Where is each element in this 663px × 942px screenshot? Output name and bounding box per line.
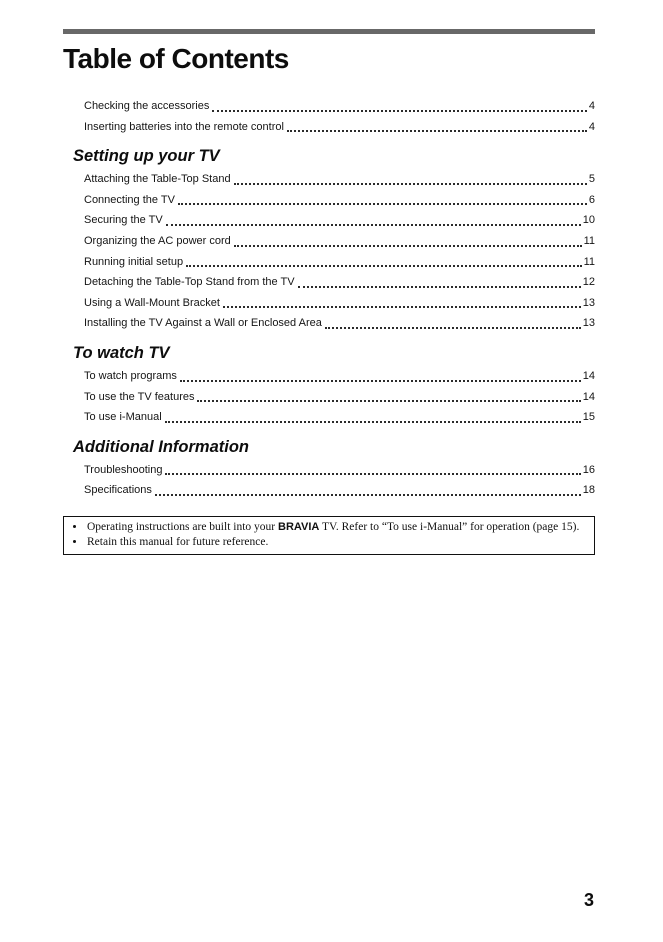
dot-leader bbox=[155, 494, 581, 496]
dot-leader bbox=[298, 286, 581, 288]
toc-entry[interactable] bbox=[84, 252, 595, 273]
toc-entry-label: Running initial setup bbox=[84, 255, 184, 268]
dot-leader bbox=[223, 306, 581, 308]
dot-leader bbox=[325, 327, 581, 329]
section-heading: Additional Information bbox=[73, 437, 249, 456]
note-box bbox=[63, 516, 595, 555]
note-text: TV. Refer to “To use i-Manual” for operation (page 15). bbox=[319, 520, 580, 533]
brand-name: BRAVIA bbox=[278, 520, 320, 533]
dot-leader bbox=[180, 380, 581, 382]
page-title: Table of Contents bbox=[63, 43, 289, 74]
toc-entry[interactable] bbox=[84, 272, 595, 293]
toc-entry-label: Installing the TV Against a Wall or Enclosed Area bbox=[84, 317, 322, 330]
note-text: Operating instructions are built into your bbox=[87, 520, 278, 533]
toc-entry-label: Using a Wall-Mount Bracket bbox=[84, 296, 220, 309]
toc-entry[interactable] bbox=[84, 387, 595, 408]
note-item bbox=[86, 520, 584, 535]
dot-leader bbox=[197, 400, 580, 402]
note-text: Retain this manual for future reference. bbox=[87, 535, 269, 548]
toc-entry-label: Organizing the AC power cord bbox=[84, 234, 231, 247]
toc-entry-label: Securing the TV bbox=[84, 214, 163, 227]
dot-leader bbox=[166, 224, 581, 226]
toc-entry-label: Specifications bbox=[84, 484, 152, 497]
toc-entry-page: 11 bbox=[583, 255, 595, 268]
toc-entry-page: 10 bbox=[582, 214, 595, 227]
toc-entry[interactable] bbox=[84, 293, 595, 314]
dot-leader bbox=[234, 183, 587, 185]
page-number: 3 bbox=[583, 890, 594, 910]
toc-entry-page: 12 bbox=[582, 276, 595, 289]
toc-entry-page: 5 bbox=[588, 173, 595, 186]
toc-entry[interactable] bbox=[84, 231, 595, 252]
dot-leader bbox=[212, 110, 587, 112]
note-list bbox=[74, 520, 584, 549]
dot-leader bbox=[178, 203, 587, 205]
toc-section-intro bbox=[63, 96, 595, 137]
dot-leader bbox=[186, 265, 582, 267]
header-rule bbox=[63, 29, 595, 34]
toc-entry[interactable] bbox=[84, 366, 595, 387]
toc-entry-page: 4 bbox=[588, 120, 595, 133]
toc-entry[interactable] bbox=[84, 96, 595, 117]
section-heading: Setting up your TV bbox=[73, 147, 220, 166]
toc-entry-page: 16 bbox=[582, 463, 595, 476]
toc-entry-label: Troubleshooting bbox=[84, 463, 163, 476]
toc-entry-page: 14 bbox=[582, 369, 595, 382]
toc-entry[interactable] bbox=[84, 117, 595, 138]
page-content bbox=[63, 29, 595, 555]
toc-entry-page: 6 bbox=[588, 193, 595, 206]
toc-entry-page: 14 bbox=[582, 390, 595, 403]
toc-entry-label: To watch programs bbox=[84, 369, 177, 382]
toc-entry-label: Inserting batteries into the remote control bbox=[84, 120, 284, 133]
toc-entry-label: Checking the accessories bbox=[84, 100, 210, 112]
toc-entry-page: 11 bbox=[583, 234, 595, 247]
toc-entry-label: To use the TV features bbox=[84, 390, 195, 403]
toc-entry-label: Attaching the Table-Top Stand bbox=[84, 173, 231, 186]
dot-leader bbox=[165, 473, 580, 475]
toc-entry-page: 13 bbox=[582, 296, 595, 309]
note-item bbox=[86, 535, 584, 550]
toc-section-watch-tv bbox=[63, 342, 595, 428]
toc-entry[interactable] bbox=[84, 169, 595, 190]
toc-entry-page: 13 bbox=[582, 317, 595, 330]
dot-leader bbox=[165, 421, 581, 423]
toc-entry-page: 15 bbox=[582, 411, 595, 424]
toc-entry[interactable] bbox=[84, 460, 595, 481]
toc-entry-page: 4 bbox=[588, 100, 595, 112]
toc-entry-label: Connecting the TV bbox=[84, 193, 175, 206]
toc-section-additional-info bbox=[63, 436, 595, 501]
toc-entry[interactable] bbox=[84, 313, 595, 334]
dot-leader bbox=[234, 245, 582, 247]
toc-entry-label: To use i-Manual bbox=[84, 411, 162, 424]
toc-entry-page: 18 bbox=[582, 484, 595, 497]
dot-leader bbox=[287, 130, 587, 132]
toc-entry[interactable] bbox=[84, 210, 595, 231]
toc-section-setting-up bbox=[63, 145, 595, 334]
toc-entry[interactable] bbox=[84, 190, 595, 211]
toc-entry[interactable] bbox=[84, 407, 595, 428]
section-heading: To watch TV bbox=[73, 343, 170, 362]
toc-entry-label: Detaching the Table-Top Stand from the TV bbox=[84, 276, 295, 289]
toc-entry[interactable] bbox=[84, 480, 595, 501]
